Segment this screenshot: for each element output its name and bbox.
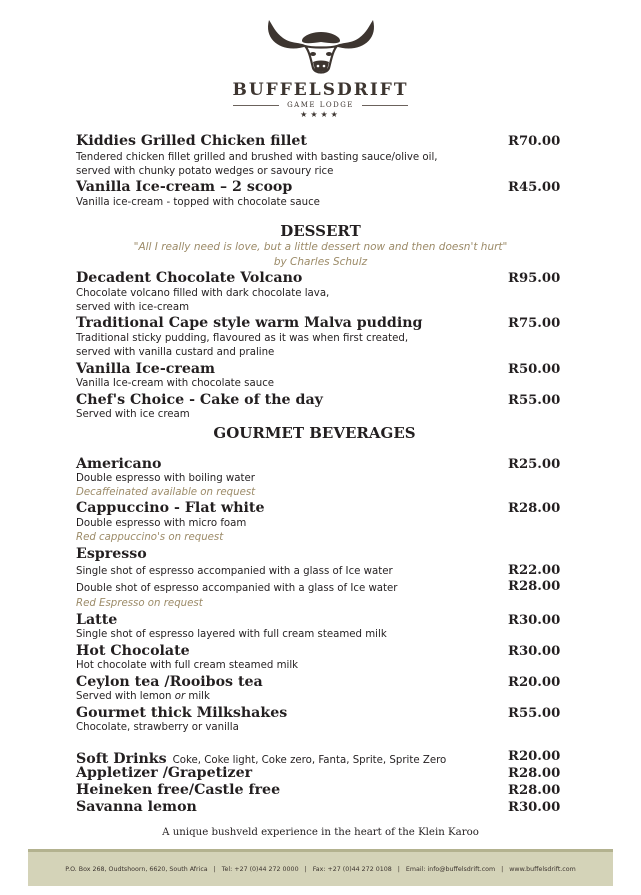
menu-item-description: Double shot of espresso accompanied with a glass of Ice water (76, 583, 398, 594)
dessert-quote: "All I really need is love, but a little dessert now and then doesn't hurt" (133, 241, 508, 253)
menu-item-description: served with chunky potato wedges or savoury rice (76, 166, 334, 177)
subtitle-rule-right (362, 105, 408, 106)
menu-item-note: Red cappuccino's on request (76, 532, 224, 543)
contact-footer (28, 849, 613, 886)
menu-item-price: R20.00 (508, 675, 561, 690)
menu-item-description: Chocolate volcano filled with dark chocolate lava, (76, 288, 330, 299)
beverages-heading: GOURMET BEVERAGES (213, 424, 416, 442)
menu-item-note: Decaffeinated available on request (76, 487, 256, 498)
menu-item-description: Double espresso with boiling water (76, 473, 255, 484)
menu-item-title: Hot Chocolate (76, 643, 190, 659)
footer-tel: Tel: +27 (0)44 272 0000 (221, 865, 299, 873)
menu-item-description: Vanilla ice-cream - topped with chocolate sauce (76, 197, 320, 208)
menu-item-description: Traditional sticky pudding, flavoured as it was when first created, (76, 333, 409, 344)
menu-item-price: R95.00 (508, 271, 561, 286)
footer-email: Email: info@buffelsdrift.com (405, 865, 496, 873)
menu-item-title: Traditional Cape style warm Malva pudding (76, 315, 423, 331)
menu-item-price: R70.00 (508, 134, 561, 149)
footer-separator: | (304, 865, 307, 873)
menu-item-title: Soft Drinks (76, 751, 167, 767)
menu-item-title: Americano (76, 456, 162, 472)
description-emphasis: or (174, 691, 186, 702)
menu-item-description: Chocolate, strawberry or vanilla (76, 722, 239, 733)
menu-item-price: R30.00 (508, 613, 561, 628)
footer-separator: | (397, 865, 400, 873)
menu-item-price: R22.00 (508, 563, 561, 578)
menu-item-price: R20.00 (508, 749, 561, 764)
brand-name: BUFFELSDRIFT (232, 80, 409, 100)
menu-item-price: R30.00 (508, 800, 561, 815)
dessert-heading: DESSERT (280, 222, 361, 240)
menu-item-price: R25.00 (508, 457, 561, 472)
menu-item-title: Decadent Chocolate Volcano (76, 270, 303, 286)
brand-subtitle: GAME LODGE (287, 101, 354, 109)
menu-item-price: R28.00 (508, 783, 561, 798)
menu-item-description: Served with ice cream (76, 409, 190, 420)
menu-item-price: R28.00 (508, 501, 561, 516)
subtitle-rule-left (233, 105, 279, 106)
menu-item-description (76, 691, 210, 702)
menu-item-title: Kiddies Grilled Chicken fillet (76, 133, 307, 149)
menu-item-title: Chef's Choice - Cake of the day (76, 392, 323, 408)
soft-drinks-list: Coke, Coke light, Coke zero, Fanta, Sprite, Sprite Zero (172, 755, 447, 766)
footer-separator: | (501, 865, 504, 873)
description-text: milk (185, 691, 210, 702)
footer-fax: Fax: +27 (0)44 272 0108 (312, 865, 392, 873)
menu-item-title: Cappuccino - Flat white (76, 500, 265, 516)
menu-item-title: Vanilla Ice-cream (76, 361, 216, 377)
menu-item-title: Heineken free/Castle free (76, 782, 281, 798)
menu-item-price: R75.00 (508, 316, 561, 331)
menu-item-title: Gourmet thick Milkshakes (76, 705, 288, 721)
menu-item-description: Hot chocolate with full cream steamed milk (76, 660, 299, 671)
menu-item-price: R55.00 (508, 393, 561, 408)
menu-item-description: Double espresso with micro foam (76, 518, 247, 529)
footer-website: www.buffelsdrift.com (509, 865, 576, 873)
footer-separator: | (213, 865, 216, 873)
menu-item-price: R45.00 (508, 180, 561, 195)
buffalo-head-icon (261, 14, 381, 78)
menu-item-title: Vanilla Ice-cream – 2 scoop (76, 179, 293, 195)
footer-address: P.O. Box 268, Oudtshoorn, 6620, South Africa (65, 865, 208, 873)
menu-item-description: Single shot of espresso layered with full cream steamed milk (76, 629, 387, 640)
lodge-logo (0, 14, 641, 119)
menu-item-price: R28.00 (508, 766, 561, 781)
menu-item-note: Red Espresso on request (76, 598, 203, 609)
menu-item-price: R55.00 (508, 706, 561, 721)
dessert-quote-author: by Charles Schulz (273, 256, 368, 268)
star-rating: ★★★★ (300, 110, 341, 119)
menu-item-description: Single shot of espresso accompanied with a glass of Ice water (76, 566, 393, 577)
menu-item-title: Savanna lemon (76, 799, 197, 815)
menu-item-price: R28.00 (508, 579, 561, 594)
menu-item-price: R30.00 (508, 644, 561, 659)
tagline: A unique bushveld experience in the heart of the Klein Karoo (162, 827, 479, 838)
menu-item-description: served with vanilla custard and praline (76, 347, 275, 358)
menu-item-title: Latte (76, 612, 118, 628)
menu-item-description: Vanilla Ice-cream with chocolate sauce (76, 378, 275, 389)
brand-subtitle-row (0, 101, 641, 109)
menu-item-price: R50.00 (508, 362, 561, 377)
menu-item-title: Ceylon tea /Rooibos tea (76, 674, 263, 690)
menu-item-title: Appletizer /Grapetizer (76, 765, 253, 781)
menu-item-description: served with ice-cream (76, 302, 189, 313)
menu-item-title: Espresso (76, 546, 147, 562)
menu-item-description: Tendered chicken fillet grilled and brushed with basting sauce/olive oil, (76, 152, 438, 163)
description-text: Served with lemon (76, 691, 175, 702)
